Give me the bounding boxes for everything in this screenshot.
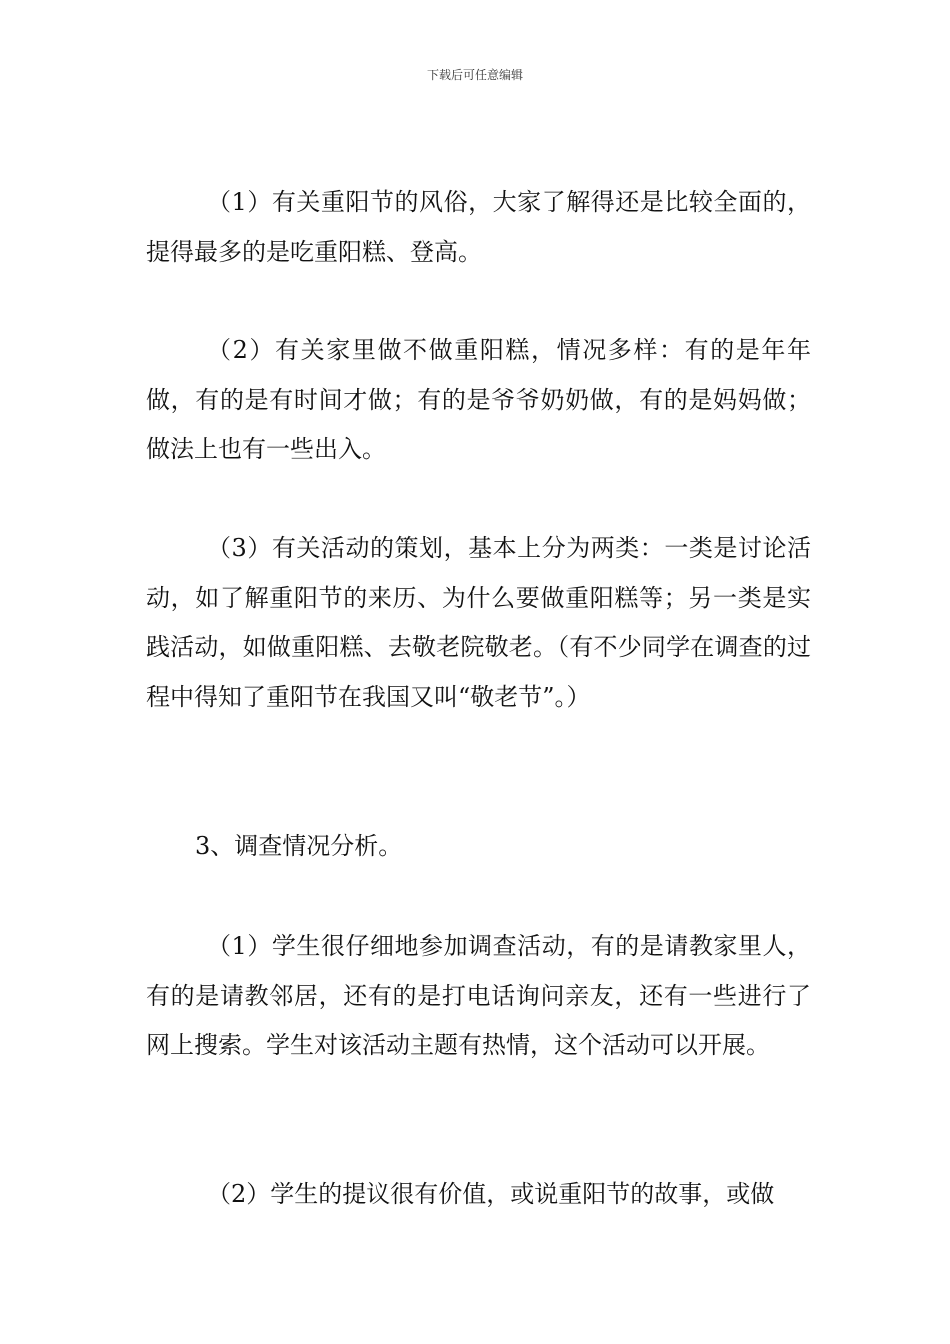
section-heading-analysis: 3、调查情况分析。: [195, 832, 403, 860]
paragraph-student-participation: （1）学生很仔细地参加调查活动，有的是请教家里人，有的是请教邻居，还有的是打电话询问亲友，还有一些进行了网上搜索。学生对该活动主题有热情，这个活动可以开展。: [146, 932, 811, 1059]
paragraph-making-cake: （2）有关家里做不做重阳糕，情况多样：有的是年年做，有的是有时间才做；有的是爷爷奶奶做，有的是妈妈做；做法上也有一些出入。: [146, 336, 811, 463]
paragraph-customs: （1）有关重阳节的风俗，大家了解得还是比较全面的，提得最多的是吃重阳糕、登高。: [146, 188, 811, 266]
paragraph-student-suggestions: （2）学生的提议很有价值，或说重阳节的故事，或做: [207, 1180, 775, 1208]
page-header: 下载后可任意编辑: [426, 68, 523, 82]
paragraph-activity-planning: （3）有关活动的策划，基本上分为两类：一类是讨论活动，如了解重阳节的来历、为什么要做重阳糕等；另一类是实践活动，如做重阳糕、去敬老院敬老。（有不少同学在调查的过程中得知了重阳节在我国又叫“敬老节”。）: [146, 534, 811, 711]
